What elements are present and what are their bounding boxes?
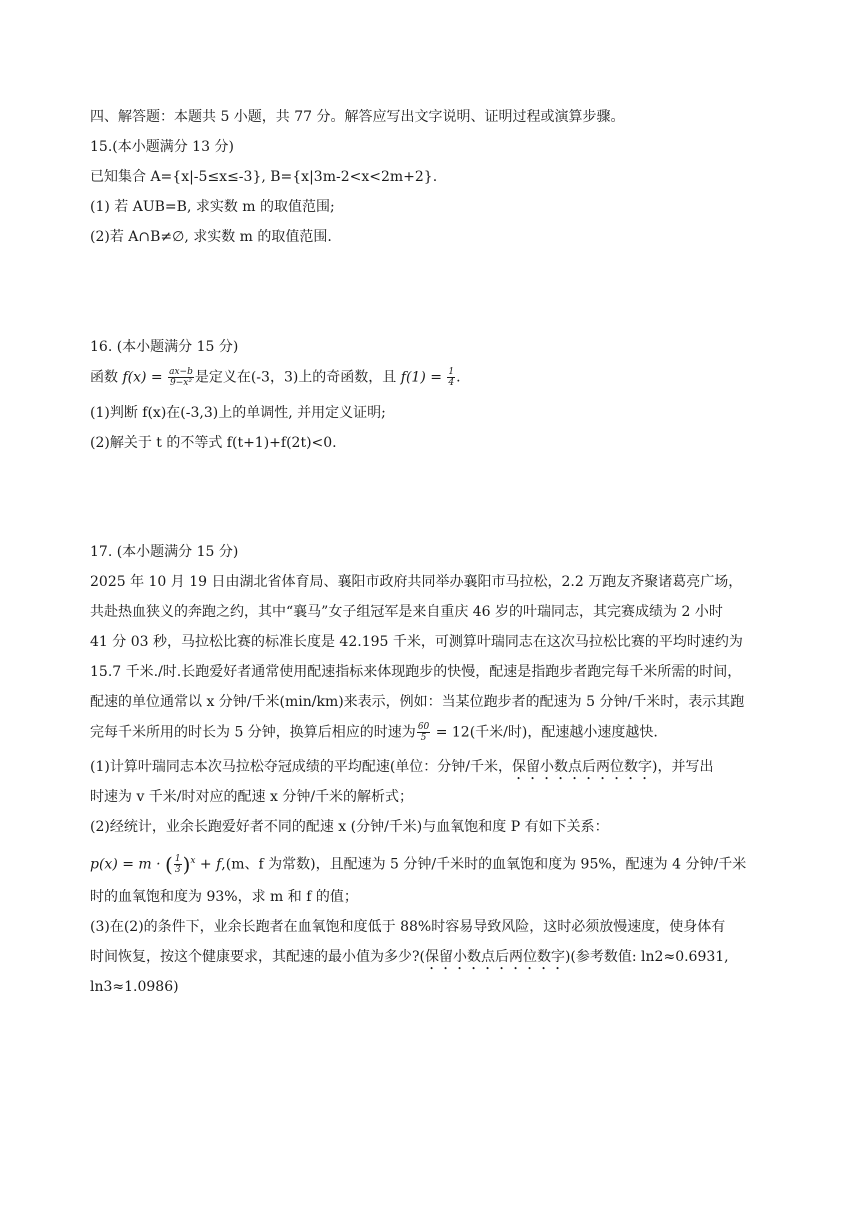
q17-base-fraction xyxy=(174,854,182,875)
q16-part1: (1)判断 f(x)在(-3,3)上的单调性, 并用定义证明; xyxy=(90,405,386,421)
q16-frac-den: 9−x² xyxy=(169,378,192,388)
q16-f1-fraction xyxy=(447,367,455,388)
q17-p5: 配速的单位通常以 x 分钟/千米(min/km)来表示，例如：当某位跑步者的配速为 5 分钟/千米时，表示其跑 xyxy=(90,694,745,710)
q17-paren-open: ( xyxy=(165,852,173,877)
q17-base-den: 3 xyxy=(174,865,181,876)
q17-paren-close: ) xyxy=(182,852,191,877)
q16-f1-den: 4 xyxy=(448,378,455,388)
q17-exponent: x xyxy=(190,856,196,866)
q17-p1: 2025 年 10 月 19 日由湖北省体育局、襄阳市政府共同举办襄阳市马拉松，2.2 万跑友齐聚诸葛亮广场， xyxy=(90,574,743,590)
q17-px: p(x) = m · xyxy=(90,856,166,873)
q16-stem xyxy=(90,367,461,388)
q17-base-num: 1 xyxy=(174,854,181,865)
q17-p6-a: 完每千米所用的时长为 5 分钟，换算后相应的时速为 xyxy=(90,724,416,741)
q17-part3-b: 时间恢复，按这个健康要求，其配速的最小值为多少?( xyxy=(90,949,425,965)
q17-part1-c: 时速为 v 千米/时对应的配速 x 分钟/千米的解析式； xyxy=(90,789,414,805)
q16-title: 16. (本小题满分 15 分) xyxy=(90,339,239,355)
q17-part1-b: )，并写出 xyxy=(652,759,714,775)
q15-title: 15.(本小题满分 13 分) xyxy=(90,139,234,155)
q15-stem: 已知集合 A={x|-5≤x≤-3}, B={x|3m-2<x<2m+2}. xyxy=(90,169,438,185)
q16-f1: f(1) = xyxy=(400,369,447,386)
q17-part2-c: 时的血氧饱和度为 93%，求 m 和 f 的值； xyxy=(90,889,358,905)
q15-part2: (2)若 A∩B≠∅, 求实数 m 的取值范围. xyxy=(90,229,332,245)
q15-part1: (1) 若 AUB=B, 求实数 m 的取值范围; xyxy=(90,199,335,215)
q17-p6-b: = 12(千米/时)，配速越小速度越快. xyxy=(431,724,658,741)
q16-stem-a: 函数 xyxy=(90,369,123,386)
q17-part1-emph: 保留小数点后两位数字 xyxy=(512,759,653,775)
q17-title: 17. (本小题满分 15 分) xyxy=(90,544,239,560)
q17-part1-a: (1)计算叶瑞同志本次马拉松夺冠成绩的平均配速(单位：分钟/千米， xyxy=(90,759,513,775)
q16-stem-b: 是定义在(-3，3)上的奇函数，且 xyxy=(194,369,401,386)
q17-part2-b: ,(m、f 为常数)，且配速为 5 分钟/千米时的血氧饱和度为 95%，配速为 4 分钟/千米 xyxy=(221,856,747,873)
q17-part2-formula xyxy=(90,851,746,875)
q17-p6-den: 5 xyxy=(420,733,427,743)
q17-p3: 41 分 03 秒，马拉松比赛的标准长度是 42.195 千米，可测算叶瑞同志在这次马拉松比赛的平均时速约为 xyxy=(90,634,743,650)
q16-fx: f(x) = xyxy=(122,369,168,386)
q17-p6-num: 60 xyxy=(417,722,430,732)
section-heading: 四、解答题：本题共 5 小题，共 77 分。解答应写出文字说明、证明过程或演算步骤。 xyxy=(90,109,625,125)
q16-f1-num: 1 xyxy=(448,367,455,377)
q17-p6-fraction xyxy=(417,722,430,743)
q17-part3-line2 xyxy=(90,947,729,973)
q17-part3-d: ln3≈1.0986) xyxy=(90,979,179,995)
q17-part3-a: (3)在(2)的条件下，业余长跑者在血氧饱和度低于 88%时容易导致风险，这时必须放慢速度，使身体有 xyxy=(90,919,726,935)
q16-part2: (2)解关于 t 的不等式 f(t+1)+f(2t)<0. xyxy=(90,435,337,451)
q17-part1 xyxy=(90,757,713,783)
q16-frac-num: ax−b xyxy=(169,367,193,377)
q17-p6 xyxy=(90,722,658,743)
q17-p4: 15.7 千米./时.长跑爱好者通常使用配速指标来体现跑步的快慢，配速是指跑步者跑完每千米所需的时间， xyxy=(90,664,742,680)
q17-part3-emph: 保留小数点后两位数字 xyxy=(424,949,565,965)
q17-part2-a: (2)经统计，业余长跑爱好者不同的配速 x (分钟/千米)与血氧饱和度 P 有如下关系： xyxy=(90,819,609,835)
q17-part3-c: )(参考数值: ln2≈0.6931, xyxy=(564,949,729,965)
q16-stem-end: . xyxy=(456,369,461,386)
q17-plus-f: + f xyxy=(195,856,222,873)
q16-fraction xyxy=(168,367,194,388)
q17-p2: 共赴热血狭义的奔跑之约，其中“襄马”女子组冠军是来自重庆 46 岁的叶瑞同志，其完赛成绩为 2 小时 xyxy=(90,604,723,620)
